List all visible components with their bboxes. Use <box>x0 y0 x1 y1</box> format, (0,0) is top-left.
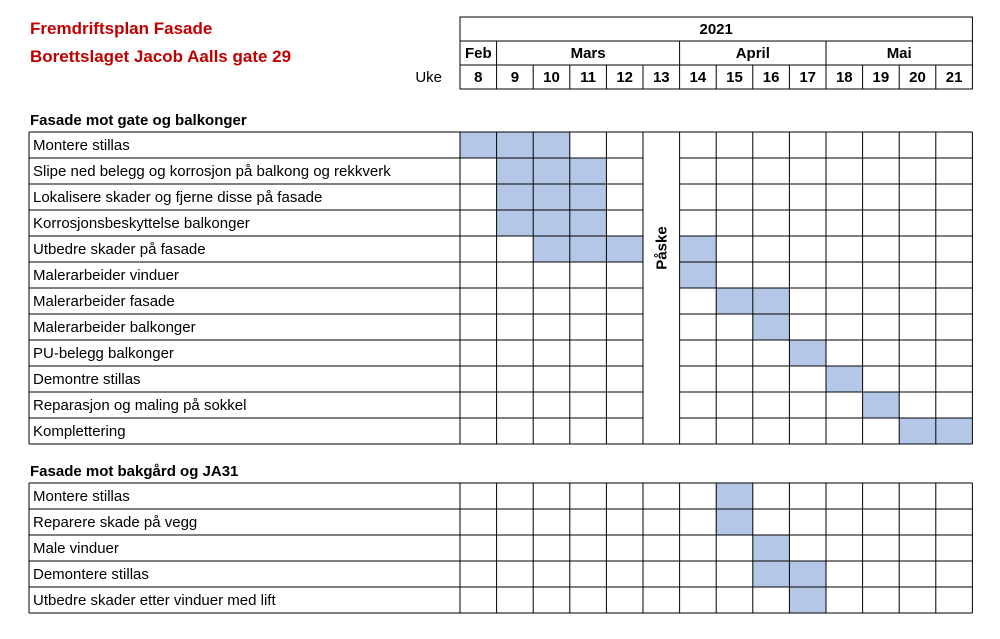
task-bar-cell <box>533 210 570 236</box>
task-label: Male vinduer <box>33 540 119 557</box>
week-label: 16 <box>762 69 780 86</box>
task-bar-cell <box>680 236 717 262</box>
month-label: Feb <box>464 45 492 62</box>
task-bar-cell <box>753 535 790 561</box>
task-label: Utbedre skader etter vinduer med lift <box>33 592 276 609</box>
task-bar-cell <box>753 561 790 587</box>
week-label: 13 <box>652 69 670 86</box>
task-bar-cell <box>716 483 753 509</box>
task-bar-cell <box>716 288 753 314</box>
month-label: April <box>735 45 770 62</box>
task-label: Malerarbeider vinduer <box>33 267 179 284</box>
task-bar-cell <box>753 314 790 340</box>
task-bar-cell <box>497 158 534 184</box>
task-label: Reparere skade på vegg <box>33 514 198 531</box>
task-bar-cell <box>570 236 607 262</box>
section-title: Fasade mot bakgård og JA31 <box>30 463 239 480</box>
task-bar-cell <box>570 158 607 184</box>
week-label: 18 <box>835 69 853 86</box>
task-bar-cell <box>497 132 534 158</box>
holiday-label: Påske <box>653 226 671 270</box>
week-label: 10 <box>543 69 560 86</box>
task-bar-cell <box>863 392 900 418</box>
task-bar-cell <box>533 132 570 158</box>
task-bar-cell <box>497 210 534 236</box>
task-label: Malerarbeider fasade <box>33 293 175 310</box>
task-bar-cell <box>460 132 497 158</box>
task-bar-cell <box>497 184 534 210</box>
task-bar-cell <box>789 561 826 587</box>
task-label: Montere stillas <box>33 488 130 505</box>
week-label: 19 <box>872 69 890 86</box>
task-label: Slipe ned belegg og korrosjon på balkong og rekkverk <box>33 163 391 180</box>
task-bar-cell <box>789 587 826 613</box>
task-bar-cell <box>680 262 717 288</box>
task-bar-cell <box>936 418 973 444</box>
task-bar-cell <box>570 184 607 210</box>
month-label: Mai <box>886 45 912 62</box>
task-bar-cell <box>716 509 753 535</box>
task-bar-cell <box>606 236 643 262</box>
week-label: 14 <box>689 69 707 86</box>
week-axis-label: Uke <box>415 69 442 86</box>
task-label: Lokalisere skader og fjerne disse på fasade <box>33 189 323 206</box>
task-bar-cell <box>826 366 863 392</box>
task-label: Demontere stillas <box>33 566 149 583</box>
task-label: Malerarbeider balkonger <box>33 319 196 336</box>
week-label: 12 <box>616 69 634 86</box>
year-label: 2021 <box>699 21 733 38</box>
task-bar-cell <box>533 184 570 210</box>
task-bar-cell <box>533 236 570 262</box>
week-label: 21 <box>945 69 963 86</box>
task-label: Komplettering <box>33 423 126 440</box>
task-label: Reparasjon og maling på sokkel <box>33 397 247 414</box>
week-label: 9 <box>510 69 520 86</box>
task-bar-cell <box>789 340 826 366</box>
task-label: PU-belegg balkonger <box>33 345 174 362</box>
task-label: Demontre stillas <box>33 371 141 388</box>
week-label: 20 <box>909 69 926 86</box>
task-label: Utbedre skader på fasade <box>33 241 206 258</box>
week-label: 15 <box>726 69 743 86</box>
task-label: Montere stillas <box>33 137 130 154</box>
task-bar-cell <box>753 288 790 314</box>
task-label: Korrosjonsbeskyttelse balkonger <box>33 215 250 232</box>
task-bar-cell <box>533 158 570 184</box>
week-label: 17 <box>799 69 817 86</box>
chart-subtitle: Borettslaget Jacob Aalls gate 29 <box>30 47 292 66</box>
week-label: 11 <box>580 69 597 86</box>
week-label: 8 <box>474 69 483 86</box>
task-bar-cell <box>570 210 607 236</box>
task-bar-cell <box>899 418 936 444</box>
month-label: Mars <box>570 45 606 62</box>
chart-title: Fremdriftsplan Fasade <box>30 19 213 38</box>
section-title: Fasade mot gate og balkonger <box>30 112 247 129</box>
